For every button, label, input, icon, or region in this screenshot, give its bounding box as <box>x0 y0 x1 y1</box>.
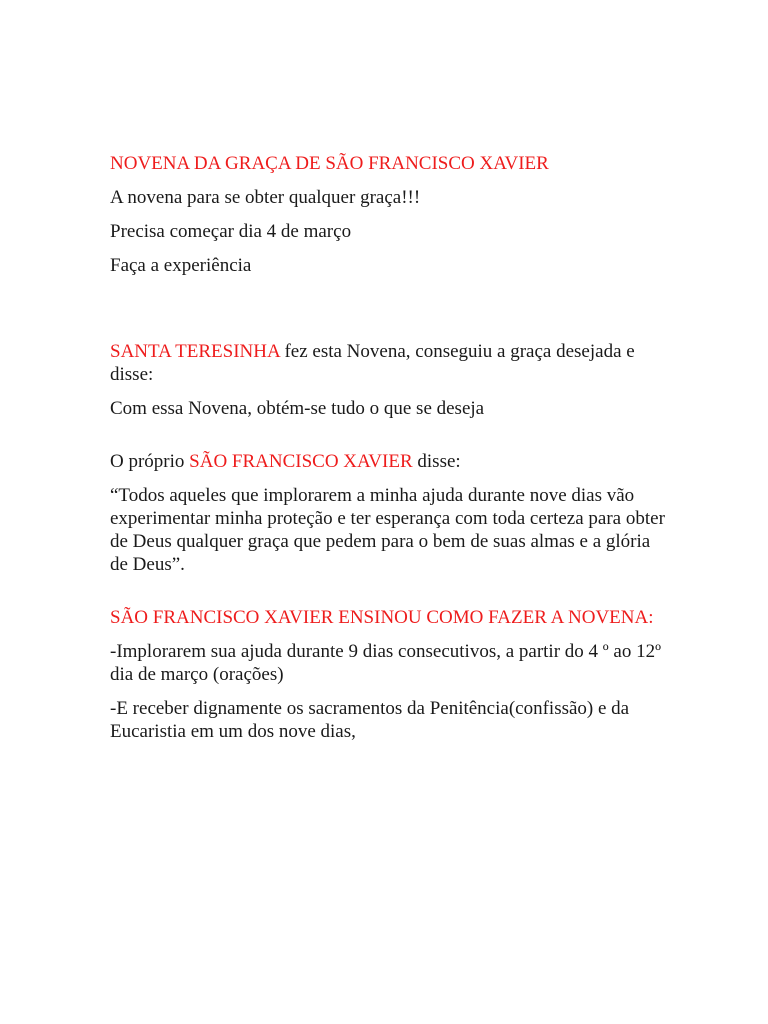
intro-line-1: A novena para se obter qualquer graça!!! <box>110 187 421 208</box>
how-to-item-2: -E receber dignamente os sacramentos da Penitência(confissão) e da Eucaristia em um dos nove dias, <box>110 698 630 742</box>
intro-line-3: Faça a experiência <box>110 255 252 276</box>
xavier-said-prefix: O próprio <box>110 451 190 472</box>
document-page <box>110 148 670 743</box>
how-to-heading: SÃO FRANCISCO XAVIER ENSINOU COMO FAZER A NOVENA: <box>110 607 654 628</box>
intro-line-2: Precisa começar dia 4 de março <box>110 221 352 242</box>
xavier-said-paragraph <box>110 450 670 473</box>
how-to-item-1: -Implorarem sua ajuda durante 9 dias consecutivos, a partir do 4 º ao 12º dia de março (orações) <box>110 641 661 685</box>
teresinha-text: fez esta Novena, conseguiu a graça desejada e disse: <box>110 341 635 385</box>
xavier-quote: “Todos aqueles que implorarem a minha ajuda durante nove dias vão experimentar minha proteção e ter esperança com toda certeza para obter de Deus qualquer graça que pedem para o bem de suas almas e a glória de Deus”. <box>110 485 665 575</box>
teresinha-name: SANTA TERESINHA <box>110 341 280 362</box>
teresinha-paragraph <box>110 340 670 386</box>
teresinha-quote: Com essa Novena, obtém-se tudo o que se deseja <box>110 398 485 419</box>
xavier-name: SÃO FRANCISCO XAVIER <box>189 451 413 472</box>
document-title: NOVENA DA GRAÇA DE SÃO FRANCISCO XAVIER <box>110 153 549 174</box>
xavier-said-suffix: disse: <box>412 451 461 472</box>
